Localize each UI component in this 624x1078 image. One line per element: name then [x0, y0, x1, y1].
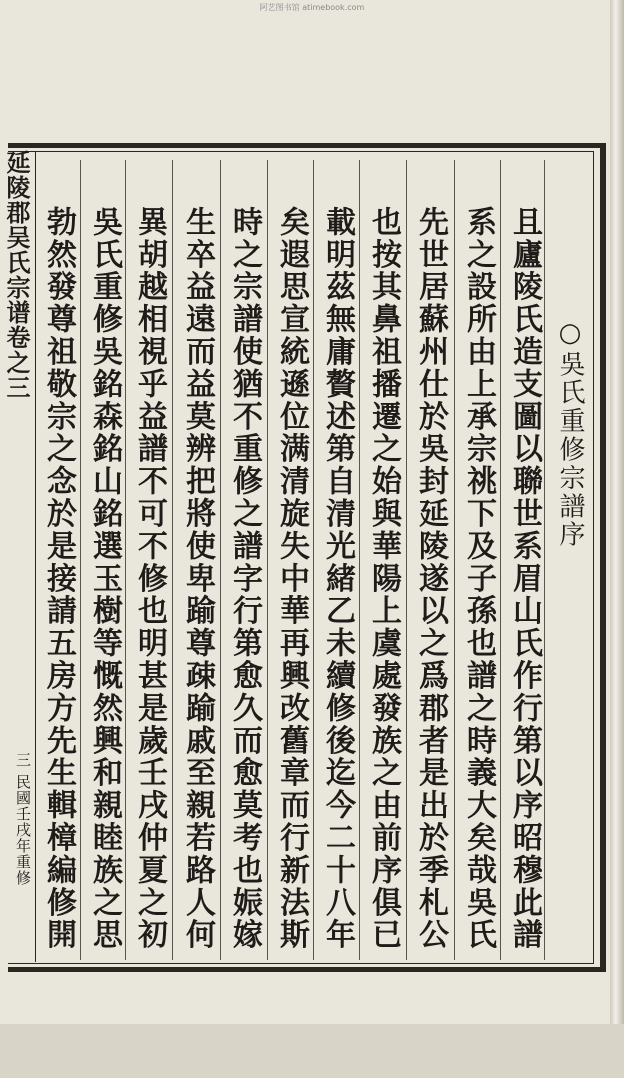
margin-rule	[35, 152, 36, 962]
text-column: 生卒益遠而益莫辨把將使卑踰尊疎踰戚至親若路人何	[180, 206, 215, 952]
text-column: 矣遐思宣統遜位满清旋失中華再興改舊章而行新法斯	[274, 206, 309, 952]
text-column: 載明茲無庸贅述第自清光緒乙未續修後迄今二十八年	[320, 206, 355, 952]
text-column: 時之宗譜使猶不重修之譜字行第愈久而愈莫考也娠嫁	[227, 206, 262, 952]
preface-heading: ○吳氏重修宗譜序	[555, 318, 585, 550]
text-column: 先世居蘇州仕於吳封延陵遂以之爲郡者是出於季札公	[413, 206, 448, 952]
text-column: 系之設所由上承宗祧下及子孫也譜之時義大矣哉吳氏	[461, 206, 496, 952]
column-rule	[544, 160, 545, 960]
text-column: 也按其鼻祖播遷之始與華陽上虞處發族之由前序俱已	[366, 206, 401, 952]
text-column: 且廬陵氏造支圖以聯世系眉山氏作行第以序昭穆此譜	[507, 206, 542, 952]
column-rule	[125, 160, 126, 960]
column-rule	[80, 160, 81, 960]
column-rule	[172, 160, 173, 960]
column-rule	[220, 160, 221, 960]
text-column: 勃然發尊祖敬宗之念於是接請五房方先生輯樟編修開	[41, 206, 76, 952]
book-spine	[610, 0, 624, 1024]
column-rule	[267, 160, 268, 960]
text-column: 吳氏重修吳銘森銘山銘選玉樹等慨然興和親睦族之思	[87, 206, 122, 952]
column-rule	[454, 160, 455, 960]
column-rule	[313, 160, 314, 960]
watermark: 阿艺图书馆 atimebook.com	[259, 3, 365, 12]
margin-page-note: 三 民國壬戌年重修	[14, 752, 32, 886]
column-rule	[406, 160, 407, 960]
text-column: 異胡越相視乎益譜不可不修也明甚是歲壬戌仲夏之初	[132, 206, 167, 952]
margin-book-title: 延陵郡吴氏宗谱卷之三	[2, 150, 31, 400]
column-rule	[359, 160, 360, 960]
column-rule	[500, 160, 501, 960]
